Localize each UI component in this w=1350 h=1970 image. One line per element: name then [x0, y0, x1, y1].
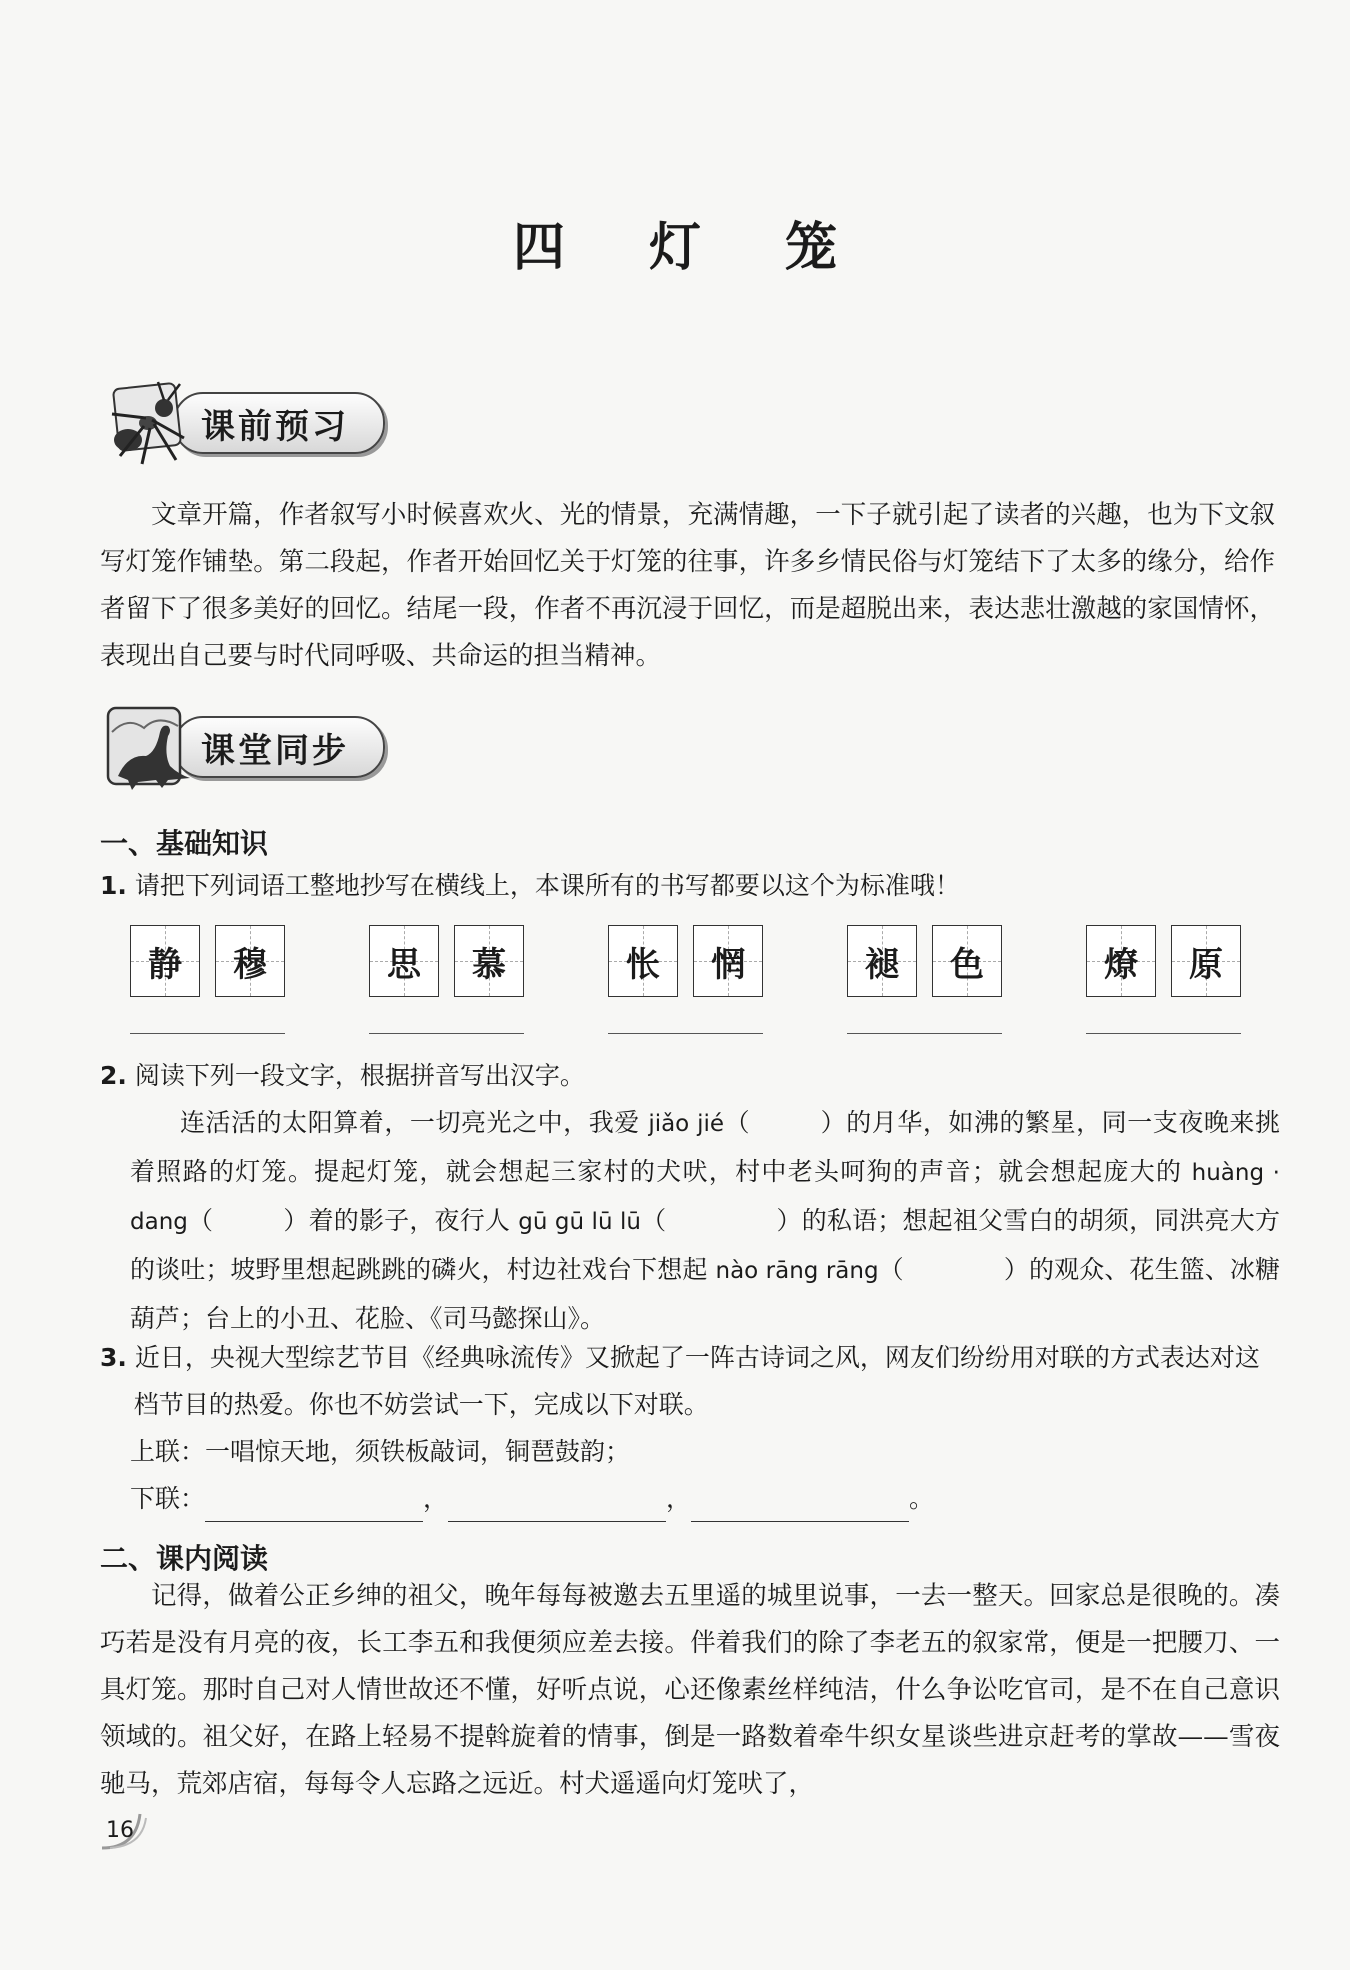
grid-cell [932, 925, 1002, 997]
couplet-blank[interactable] [691, 1493, 909, 1522]
writing-line[interactable] [130, 1033, 285, 1034]
grid-cell [454, 925, 524, 997]
grid-char: 色 [950, 944, 984, 985]
title-char: 四 [512, 217, 607, 278]
grid-char: 静 [148, 944, 182, 985]
question-number: 3. [100, 1343, 127, 1372]
banner-label: 课前预习 [173, 392, 385, 454]
grid-char: 褪 [865, 944, 899, 985]
pinyin: gū gū lū lū [518, 1209, 641, 1235]
passage-text: 连活活的太阳算着，一切亮光之中，我爱 jiǎo jié（ ）的月华，如沸的繁星，同一支夜晚来挑着照路的灯笼。提起灯笼，就会想起三家村的犬吠，村中老头呵狗的声音；就会想起庞大的 huàng · dang（ ）着的影子，夜行人 gū gū lū lū（ ）的私语；想起祖父雪白的胡须，同洪亮大方的谈吐；坡野里想起跳跳的磷火，村边社戏台下想起 nào rāng rāng（ ）的观众、花生篮、冰糖葫芦；台上的小丑、花脸、《司马懿探山》。 [130, 1108, 1280, 1333]
dinosaur-illustration-icon [98, 702, 193, 792]
grid-cell [369, 925, 439, 997]
grid-char: 慕 [472, 944, 506, 985]
passage-segment: 着的影子，夜行人 [308, 1206, 511, 1235]
question-text: 请把下列词语工整地抄写在横线上，本课所有的书写都要以这个为标准哦！ [134, 871, 960, 900]
pinyin: nào rāng rāng [715, 1258, 879, 1284]
preview-banner [98, 378, 385, 468]
banner-label: 课堂同步 [173, 716, 385, 778]
grid-char: 穆 [233, 944, 267, 985]
grid-cell [693, 925, 763, 997]
writing-line[interactable] [1086, 1033, 1241, 1034]
pinyin: huàng · dang [130, 1160, 1280, 1235]
answer-blank[interactable] [666, 1218, 776, 1246]
ant-illustration-icon [98, 378, 193, 468]
pinyin: jiǎo jié [648, 1111, 725, 1137]
copy-grid-area [130, 925, 1270, 1040]
lower-label: 下联： [130, 1484, 206, 1513]
grid-cell [1086, 925, 1156, 997]
grid-char: 思 [387, 944, 421, 985]
couplet-blank[interactable] [448, 1493, 666, 1522]
period: 。 [909, 1484, 935, 1513]
question-3 [100, 1334, 1280, 1522]
heading-in-class-reading: 二、课内阅读 [100, 1542, 269, 1575]
heading-basic-knowledge: 一、基础知识 [100, 827, 269, 860]
question-3-body [100, 1334, 1280, 1428]
question-number: 1. [100, 871, 127, 900]
grid-char: 惘 [711, 944, 745, 985]
title-char: 灯 [648, 217, 743, 278]
question-text: 近日，央视大型综艺节目《经典咏流传》又掀起了一阵古诗词之风，网友们纷纷用对联的方式表达对这档节目的热爱。你也不妨尝试一下，完成以下对联。 [133, 1343, 1260, 1419]
question-text: 阅读下列一段文字，根据拼音写出汉字。 [134, 1061, 585, 1090]
grid-char: 怅 [626, 944, 660, 985]
title-char: 笼 [785, 217, 880, 278]
couplet-blank[interactable] [205, 1493, 423, 1522]
grid-cell [130, 925, 200, 997]
question-1 [100, 862, 1280, 909]
question-2 [100, 1052, 1280, 1099]
writing-line[interactable] [847, 1033, 1002, 1034]
couplet-lower [100, 1475, 1280, 1522]
classroom-banner [98, 702, 385, 792]
passage-segment: 的观众、花生篮、冰糖葫芦；台上的小丑、花脸、《司马懿探山》。 [130, 1255, 1280, 1333]
grid-cell [608, 925, 678, 997]
writing-line[interactable] [608, 1033, 763, 1034]
grid-char: 原 [1189, 944, 1223, 985]
reading-text: 记得，做着公正乡绅的祖父，晚年每每被邀去五里遥的城里说事，一去一整天。回家总是很晚的。凑巧若是没有月亮的夜，长工李五和我便须应差去接。伴着我们的除了李老五的叙家常，便是一把腰刀、一具灯笼。那时自己对人情世故还不懂，好听点说，心还像素丝样纯洁，什么争讼吃官司，是不在自己意识领域的。祖父好，在路上轻易不提斡旋着的情事，倒是一路数着牵牛织女星谈些进京赶考的掌故——雪夜驰马，荒郊店宿，每每令人忘路之远近。村犬遥遥向灯笼吠了， [100, 1581, 1280, 1799]
grid-cell [1171, 925, 1241, 997]
intro-text: 文章开篇，作者叙写小时候喜欢火、光的情景，充满情趣，一下子就引起了读者的兴趣，也为下文叙写灯笼作铺垫。第二段起，作者开始回忆关于灯笼的往事，许多乡情民俗与灯笼结下了太多的缘分，给作者留下了很多美好的回忆。结尾一段，作者不再沉浸于回忆，而是超脱出来，表达悲壮激越的家国情怀，表现出自己要与时代同呼吸、共命运的担当精神。 [100, 500, 1275, 671]
answer-blank[interactable] [750, 1120, 820, 1148]
page-number: 16 [106, 1818, 134, 1843]
passage-segment: 的月华，如沸的繁星，同一支夜晚来挑着照路的灯笼。提起灯笼，就会想起三家村的犬吠，村中老头呵狗的声音；就会想起庞大的 [130, 1108, 1280, 1186]
writing-line[interactable] [369, 1033, 524, 1034]
comma: ， [666, 1484, 692, 1513]
intro-paragraph [100, 492, 1275, 680]
grid-cell [847, 925, 917, 997]
answer-blank[interactable] [213, 1218, 283, 1246]
comma: ， [423, 1484, 449, 1513]
passage-segment: 连活活的太阳算着，一切亮光之中，我爱 [180, 1108, 640, 1137]
grid-cell [215, 925, 285, 997]
answer-blank[interactable] [904, 1267, 1004, 1295]
pinyin-passage [130, 1099, 1280, 1342]
grid-char: 燎 [1104, 944, 1138, 985]
couplet-upper: 上联：一唱惊天地，须铁板敲词，铜琶鼓韵； [130, 1437, 631, 1466]
reading-passage [100, 1573, 1280, 1808]
passage-segment: 的私语；想起祖父雪白的胡须，同洪亮大方的谈吐；坡野里想起跳跳的磷火，村边社戏台下想起 [130, 1206, 1280, 1284]
question-number: 2. [100, 1061, 127, 1090]
lesson-title [0, 205, 1350, 280]
